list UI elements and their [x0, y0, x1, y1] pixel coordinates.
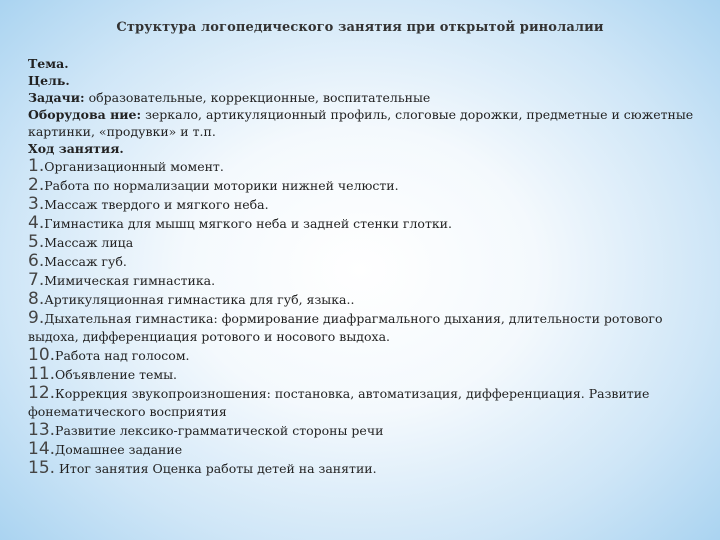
- list-item: [28, 346, 706, 365]
- list-item-number: 9.: [28, 308, 45, 328]
- equipment-text: зеркало, артикуляционный профиль, слоговые дорожки, предметные и сюжетные картинки, «продувки» и т.п.: [28, 107, 694, 139]
- list-item-number: 11.: [28, 364, 56, 384]
- list-item-text: Массаж лица: [44, 235, 134, 250]
- theme-line: [28, 55, 706, 72]
- list-item-number: 2.: [28, 175, 45, 195]
- list-item-number: 12.: [28, 383, 56, 403]
- list-item-number: 14.: [28, 439, 56, 459]
- list-item: [28, 309, 706, 346]
- list-item-text: Развитие лексико-грамматической стороны речи: [55, 423, 384, 438]
- list-item: [28, 214, 706, 233]
- equipment-label: Оборудова ние:: [28, 107, 142, 122]
- list-item-number: 4.: [28, 213, 45, 233]
- list-item: [28, 459, 706, 478]
- list-item-number: 8.: [28, 289, 45, 309]
- slide-content: [28, 55, 706, 478]
- list-item: [28, 252, 706, 271]
- list-item: [28, 271, 706, 290]
- course-label: Ход занятия.: [28, 141, 124, 156]
- list-item-text: Коррекция звукопроизношения: постановка, автоматизация, дифференциация. Развитие фонематического восприятия: [28, 386, 650, 419]
- theme-label: Тема.: [28, 56, 69, 71]
- list-item-number: 6.: [28, 251, 45, 271]
- list-item: [28, 440, 706, 459]
- list-item-number: 7.: [28, 270, 45, 290]
- list-item-text: Гимнастика для мышц мягкого неба и задней стенки глотки.: [44, 216, 452, 231]
- list-item-number: 3.: [28, 194, 45, 214]
- list-item-text: Объявление темы.: [55, 367, 178, 382]
- list-item: [28, 176, 706, 195]
- list-item: [28, 195, 706, 214]
- list-item: [28, 233, 706, 252]
- goal-line: [28, 72, 706, 89]
- list-item-number: 10.: [28, 345, 56, 365]
- list-item-text: Дыхательная гимнастика: формирование диафрагмального дыхания, длительности ротового выдоха, дифференциация ротового и носового выдоха.: [28, 311, 663, 344]
- list-item-text: Работа над голосом.: [55, 348, 190, 363]
- list-item-number: 13.: [28, 420, 56, 440]
- list-item-number: 5.: [28, 232, 45, 252]
- list-item-number: 1.: [28, 156, 45, 176]
- course-line: [28, 140, 706, 157]
- tasks-label: Задачи:: [28, 90, 85, 105]
- goal-label: Цель.: [28, 73, 70, 88]
- tasks-line: [28, 89, 706, 106]
- lesson-steps-list: [28, 157, 706, 478]
- list-item-text: Итог занятия Оценка работы детей на занятии.: [55, 461, 377, 476]
- equipment-line: [28, 106, 706, 140]
- list-item: [28, 421, 706, 440]
- list-item-text: Домашнее задание: [55, 442, 183, 457]
- list-item: [28, 365, 706, 384]
- list-item-text: Организационный момент.: [44, 159, 224, 174]
- list-item-number: 15.: [28, 458, 56, 478]
- list-item: [28, 384, 706, 421]
- list-item-text: Массаж губ.: [44, 254, 127, 269]
- tasks-text: образовательные, коррекционные, воспитательные: [84, 90, 431, 105]
- list-item-text: Массаж твердого и мягкого неба.: [44, 197, 269, 212]
- slide-title: Структура логопедического занятия при открытой ринолалии: [116, 20, 604, 35]
- list-item-text: Артикуляционная гимнастика для губ, языка..: [44, 292, 355, 307]
- list-item-text: Мимическая гимнастика.: [44, 273, 216, 288]
- list-item: [28, 157, 706, 176]
- list-item-text: Работа по нормализации моторики нижней челюсти.: [44, 178, 399, 193]
- list-item: [28, 290, 706, 309]
